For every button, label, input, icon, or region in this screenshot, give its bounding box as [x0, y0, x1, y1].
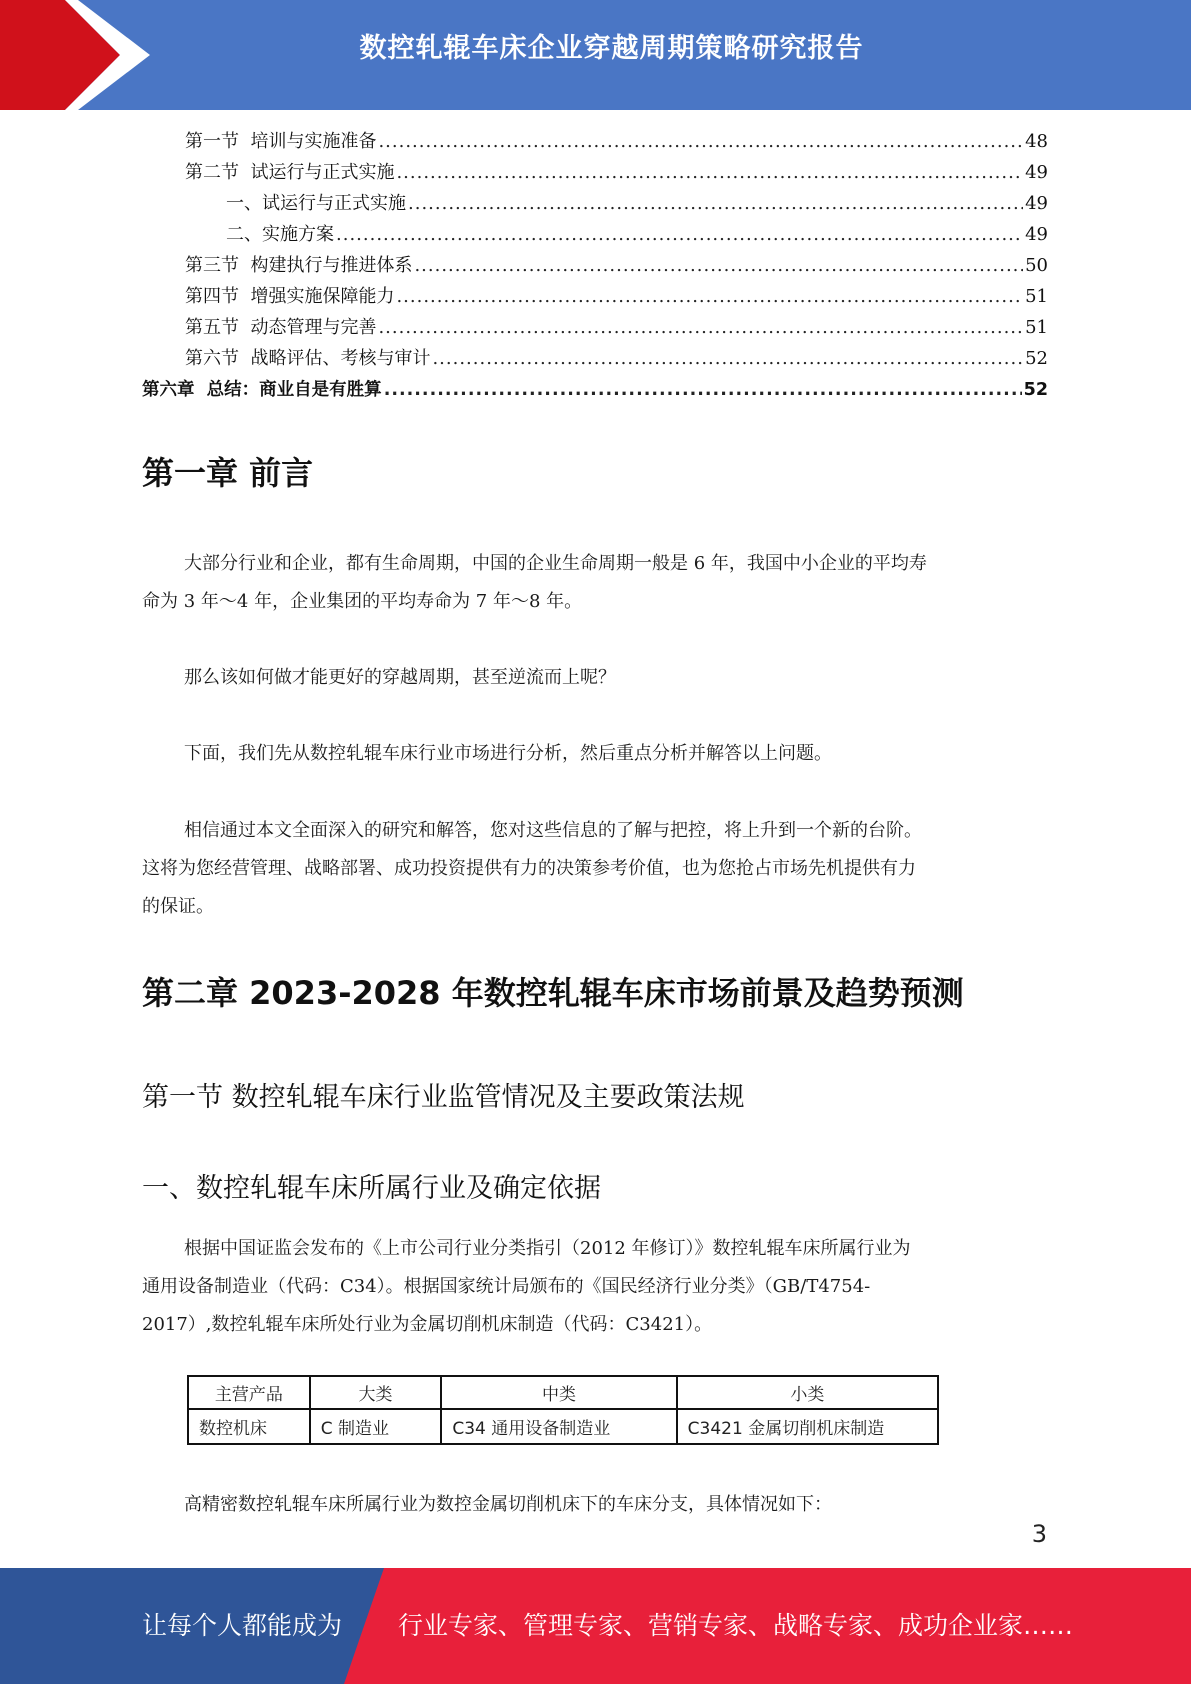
- toc-entry-page: 52: [1023, 380, 1048, 400]
- toc-leader-dots: [414, 252, 1023, 280]
- paragraph: [142, 735, 1047, 773]
- toc-entry-label: 第二节 试运行与正式实施: [185, 162, 395, 183]
- paragraph: [142, 545, 1047, 621]
- paragraph: [142, 812, 1047, 926]
- table-header-row: [188, 1376, 938, 1409]
- toc-entry-page: 49: [1025, 162, 1048, 183]
- table-header-cell: 主营产品: [188, 1376, 310, 1409]
- toc-chapter-entry[interactable]: [142, 376, 1048, 404]
- industry-classification-table: [187, 1375, 939, 1445]
- toc-entry-page: 51: [1025, 286, 1048, 307]
- toc-entry-page: 50: [1025, 255, 1048, 276]
- table-header-cell: 大类: [310, 1376, 442, 1409]
- paragraph-line: 根据中国证监会发布的《上市公司行业分类指引（2012 年修订）》数控轧辊车床所属行业为: [184, 1238, 911, 1259]
- toc-entry[interactable]: [226, 190, 1048, 218]
- paragraph-line: 下面，我们先从数控轧辊车床行业市场进行分析，然后重点分析并解答以上问题。: [184, 743, 832, 764]
- toc-entry[interactable]: [185, 128, 1048, 156]
- paragraph-line: 相信通过本文全面深入的研究和解答，您对这些信息的了解与把控，将上升到一个新的台阶。: [184, 820, 922, 841]
- paragraph: [142, 1230, 1047, 1344]
- paragraph-line: 这将为您经营管理、战略部署、成功投资提供有力的决策参考价值，也为您抢占市场先机提供有力: [142, 858, 916, 879]
- toc-entry-page: 51: [1025, 317, 1048, 338]
- paragraph-line: 通用设备制造业（代码：C34）。根据国家统计局颁布的《国民经济行业分类》（GB/T4754-: [142, 1276, 871, 1297]
- chapter-heading: 第二章 2023-2028 年数控轧辊车床市场前景及趋势预测: [142, 974, 964, 1012]
- toc-entry-page: 48: [1025, 131, 1048, 152]
- report-title: 数控轧辊车床企业穿越周期策略研究报告: [359, 33, 864, 64]
- paragraph: [142, 1486, 1047, 1524]
- subsection-heading: 一、数控轧辊车床所属行业及确定依据: [142, 1173, 601, 1204]
- table-cell: 数控机床: [188, 1409, 310, 1444]
- footer-slogan-left: 让每个人都能成为: [142, 1611, 343, 1640]
- paragraph-line: 的保证。: [142, 896, 214, 917]
- toc-entry-page: 49: [1025, 224, 1048, 245]
- toc-leader-dots: [378, 314, 1023, 342]
- toc-leader-dots: [408, 190, 1023, 218]
- table-cell: C3421 金属切削机床制造: [677, 1409, 938, 1444]
- toc-entry-label: 第三节 构建执行与推进体系: [185, 255, 413, 276]
- paragraph-line: 高精密数控轧辊车床所属行业为数控金属切削机床下的车床分支，具体情况如下：: [184, 1494, 832, 1515]
- toc-entry-page: 52: [1025, 348, 1048, 369]
- toc-leader-dots: [396, 283, 1023, 311]
- table-cell: C34 通用设备制造业: [441, 1409, 676, 1444]
- page-number: 3: [1031, 1520, 1047, 1548]
- toc-entry-label: 第四节 增强实施保障能力: [185, 286, 395, 307]
- paragraph: [142, 659, 1047, 697]
- toc-leader-dots: [384, 376, 1022, 404]
- toc-entry[interactable]: [226, 221, 1048, 249]
- toc-entry[interactable]: [185, 314, 1048, 342]
- table-cell: C 制造业: [310, 1409, 442, 1444]
- toc-leader-dots: [432, 345, 1023, 373]
- toc-entry-label: 第六章 总结：商业自是有胜算: [142, 380, 382, 400]
- table-header-cell: 中类: [441, 1376, 676, 1409]
- page-header: [0, 0, 1191, 110]
- toc-entry[interactable]: [185, 345, 1048, 373]
- paragraph-line: 命为 3 年～4 年，企业集团的平均寿命为 7 年～8 年。: [142, 591, 583, 612]
- toc-leader-dots: [336, 221, 1023, 249]
- chapter-heading: 第一章 前言: [142, 454, 314, 492]
- toc-entry[interactable]: [185, 283, 1048, 311]
- section-heading: 第一节 数控轧辊车床行业监管情况及主要政策法规: [142, 1082, 745, 1113]
- toc-entry-page: 49: [1025, 193, 1048, 214]
- page-footer: [0, 1568, 1191, 1684]
- paragraph-line: 那么该如何做才能更好的穿越周期，甚至逆流而上呢？: [184, 667, 616, 688]
- footer-slogan-right: 行业专家、管理专家、营销专家、战略专家、成功企业家……: [398, 1611, 1074, 1640]
- toc-entry-label: 第一节 培训与实施准备: [185, 131, 377, 152]
- toc-entry-label: 一、试运行与正式实施: [226, 193, 406, 214]
- toc-entry-label: 第五节 动态管理与完善: [185, 317, 377, 338]
- table-header-cell: 小类: [677, 1376, 938, 1409]
- paragraph-line: 大部分行业和企业，都有生命周期，中国的企业生命周期一般是 6 年，我国中小企业的平均寿: [184, 553, 927, 574]
- toc-entry-label: 第六节 战略评估、考核与审计: [185, 348, 431, 369]
- toc-leader-dots: [378, 128, 1023, 156]
- toc-leader-dots: [396, 159, 1023, 187]
- toc-entry[interactable]: [185, 159, 1048, 187]
- toc-entry-label: 二、实施方案: [226, 224, 334, 245]
- table-row: [188, 1409, 938, 1444]
- toc-entry[interactable]: [185, 252, 1048, 280]
- paragraph-line: 2017）,数控轧辊车床所处行业为金属切削机床制造（代码：C3421）。: [142, 1314, 713, 1335]
